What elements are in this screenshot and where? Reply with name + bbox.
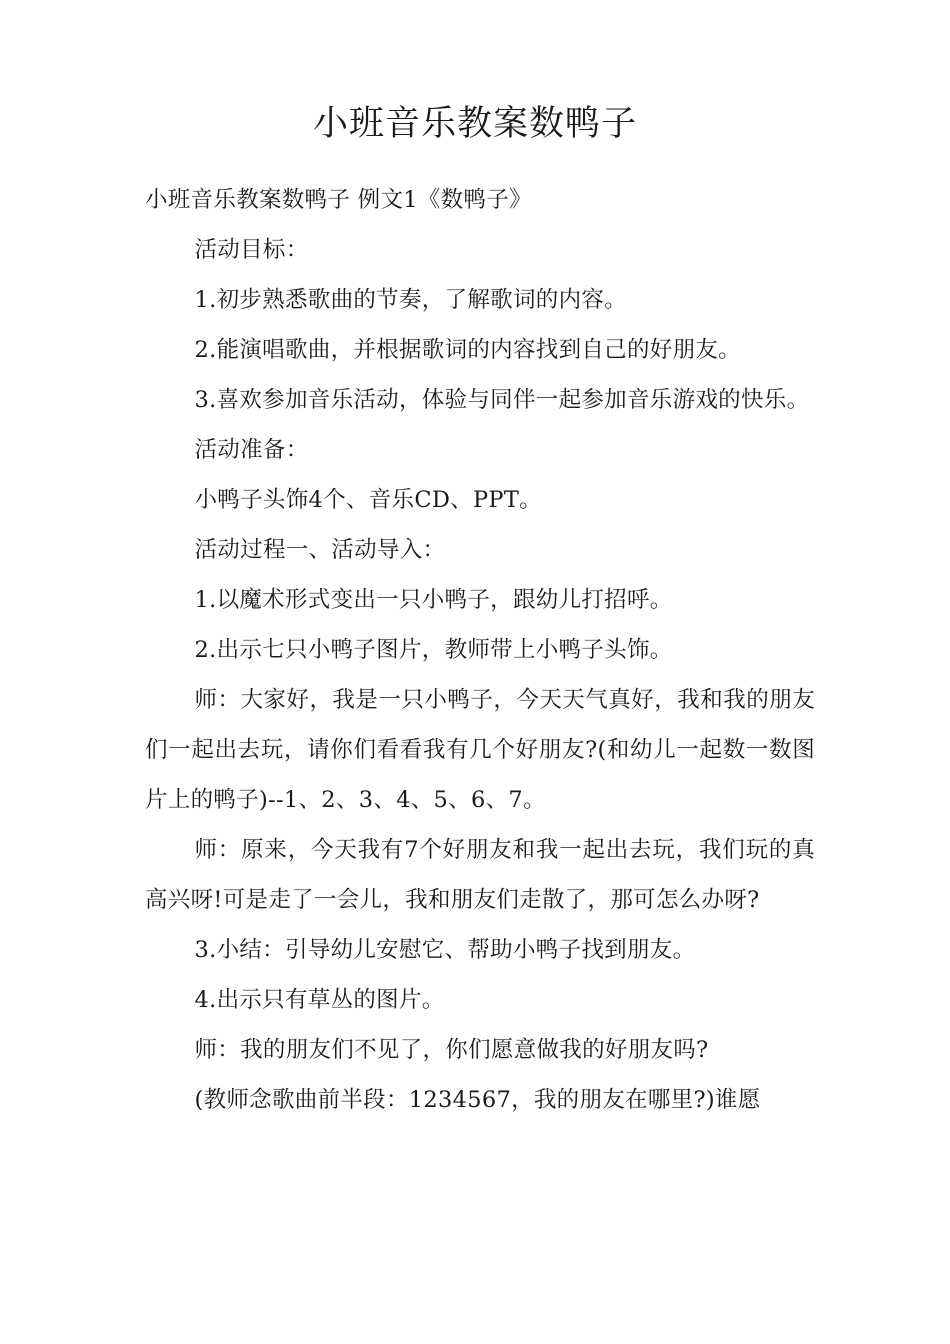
section-heading-goals: 活动目标： [194,237,309,263]
paragraph: 师：大家好，我是一只小鸭子，今天天气真好，我和我的朋友们一起出去玩，请你们看看我有几个好朋友?(和幼儿一起数一数图片上的鸭子)--1、2、3、4、5、6、7。 [145,687,815,813]
paragraph: 师：原来，今天我有7个好朋友和我一起出去玩，我们玩的真高兴呀!可是走了一会儿，我和朋友们走散了，那可怎么办呀? [145,837,815,913]
paragraph: 3.小结：引导幼儿安慰它、帮助小鸭子找到朋友。 [194,937,696,963]
paragraph: 1.以魔术形式变出一只小鸭子，跟幼儿打招呼。 [194,587,673,613]
paragraph: 3.喜欢参加音乐活动，体验与同伴一起参加音乐游戏的快乐。 [194,387,810,413]
paragraph: 2.出示七只小鸭子图片，教师带上小鸭子头饰。 [194,637,673,663]
paragraph: 2.能演唱歌曲，并根据歌词的内容找到自己的好朋友。 [194,337,741,363]
paragraph: 小鸭子头饰4个、音乐CD、PPT。 [194,487,542,513]
document-title: 小班音乐教案数鸭子 [312,104,637,144]
section-heading-preparation: 活动准备： [194,437,309,463]
paragraph: (教师念歌曲前半段：1234567，我的朋友在哪里?)谁愿 [194,1087,761,1113]
document-body [145,175,815,1125]
paragraph: 4.出示只有草丛的图片。 [194,987,445,1013]
paragraph: 1.初步熟悉歌曲的节奏，了解歌词的内容。 [194,287,627,313]
section-heading-process: 活动过程一、活动导入： [194,537,446,563]
subtitle-line: 小班音乐教案数鸭子 例文1《数鸭子》 [145,187,532,213]
paragraph: 师：我的朋友们不见了，你们愿意做我的好朋友吗? [194,1037,709,1063]
